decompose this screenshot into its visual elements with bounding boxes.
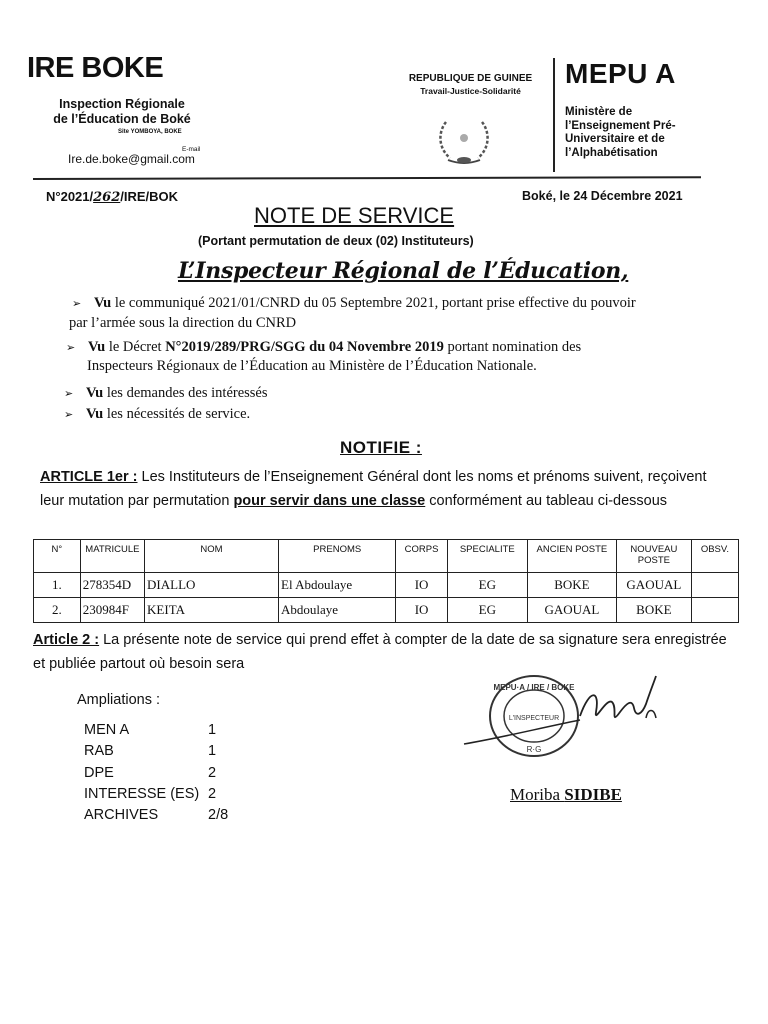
republic-title: REPUBLIQUE DE GUINEE — [408, 73, 533, 84]
ampliation-count: 1 — [208, 722, 217, 738]
consideration-4: ➢ Vu les nécessités de service. — [64, 406, 251, 422]
cell-corps: IO — [396, 598, 447, 623]
email-label: E-mail — [182, 146, 201, 153]
mepua-title: MEPU A — [565, 58, 676, 89]
ampliation-name: INTERESSE (ES) — [84, 786, 200, 802]
reference-suffix: /IRE/BOK — [120, 189, 179, 204]
table-row — [34, 573, 739, 598]
cell-matricule: 278354D — [80, 573, 144, 598]
article-1-label: ARTICLE 1er : — [40, 469, 138, 485]
republic-motto: Travail-Justice-Solidarité — [420, 86, 521, 96]
ire-boke-title: IRE BOKE — [27, 52, 164, 84]
arrow-bullet-icon: ➢ — [66, 342, 76, 354]
email-address: Ire.de.boke@gmail.com — [68, 152, 195, 166]
cell-number: 2. — [34, 598, 81, 623]
inspection-name-line-2: de l’Éducation de Boké — [53, 112, 191, 126]
col-header: NOM — [145, 540, 279, 573]
reference-prefix: N°2021/ — [46, 189, 94, 204]
cell-specialite: EG — [447, 598, 527, 623]
signer-first-name: Moriba — [510, 785, 565, 804]
col-header: MATRICULE — [80, 540, 144, 573]
ministry-line-4: l’Alphabétisation — [565, 146, 658, 159]
col-header: NOUVEAU POSTE — [616, 540, 691, 573]
ampliation-count: 1 — [208, 743, 217, 759]
ampliation-name: ARCHIVES — [84, 807, 159, 823]
cell-number: 1. — [34, 573, 81, 598]
signer-last-name: SIDIBE — [564, 785, 622, 804]
ampliation-count: 2 — [208, 786, 217, 802]
cell-corps: IO — [396, 573, 447, 598]
col-header: ANCIEN POSTE — [527, 540, 616, 573]
table-header-row — [34, 540, 739, 573]
col-header: CORPS — [396, 540, 447, 573]
col-header: PRENOMS — [279, 540, 396, 573]
cell-ancien-poste: BOKE — [527, 573, 616, 598]
ampliation-count: 2 — [208, 765, 217, 781]
consideration-3: ➢ Vu les demandes des intéressés — [64, 385, 268, 401]
ampliation-name: MEN A — [84, 722, 130, 738]
header-divider — [553, 58, 555, 172]
ministry-line-3: Universitaire et de — [565, 133, 665, 145]
cell-obsv — [691, 598, 738, 623]
cell-ancien-poste: GAOUAL — [527, 598, 616, 623]
cell-prenoms: Abdoulaye — [279, 598, 396, 623]
cell-nouveau-poste: BOKE — [616, 598, 691, 623]
table-row — [34, 598, 739, 623]
inspection-name — [47, 97, 197, 127]
permutation-table — [33, 539, 739, 623]
ampliation-name: DPE — [84, 765, 114, 781]
cell-nom: DIALLO — [145, 573, 279, 598]
ministry-line-1: Ministère de — [565, 106, 633, 118]
svg-text:R·G: R·G — [526, 745, 542, 754]
ministry-name — [565, 106, 695, 160]
ministry-line-2: l’Enseignement Pré- — [565, 119, 676, 132]
ampliation-name: RAB — [84, 743, 114, 759]
col-header: OBSV. — [691, 540, 738, 573]
national-emblem-icon — [432, 112, 496, 168]
cell-matricule: 230984F — [80, 598, 144, 623]
reference-number — [46, 189, 178, 205]
article-2-label: Article 2 : — [33, 632, 100, 648]
document-date: Boké, le 24 Décembre 2021 — [522, 189, 683, 203]
arrow-bullet-icon: ➢ — [64, 388, 74, 400]
cell-obsv — [691, 573, 738, 598]
consideration-2: ➢ Vu le Décret N°2019/289/PRG/SGG du 04 Novembre 2019 portant nomination des — [66, 339, 582, 355]
svg-text:L'INSPECTEUR: L'INSPECTEUR — [508, 715, 560, 722]
col-header: N° — [34, 540, 81, 573]
consideration-1-cont: par l’armée sous la direction du CNRD — [69, 315, 297, 331]
signer-name — [510, 785, 622, 805]
cell-prenoms: El Abdoulaye — [279, 573, 396, 598]
ampliation-count: 2/8 — [208, 807, 229, 823]
ampliations-title: Ampliations : — [77, 692, 161, 708]
document-title: NOTE DE SERVICE — [254, 203, 455, 228]
arrow-bullet-icon: ➢ — [72, 298, 82, 310]
cell-nom: KEITA — [145, 598, 279, 623]
cell-specialite: EG — [447, 573, 527, 598]
inspection-name-line-1: Inspection Régionale — [59, 97, 185, 111]
signature-icon — [460, 668, 680, 758]
republic-heading — [398, 73, 543, 97]
article-2: Article 2 : La présente note de service qui prend effet à compter de la date de sa signature sera enregistrée et publiée partout où besoin sera — [33, 632, 727, 672]
reference-handwritten: 262 — [93, 190, 121, 205]
svg-text:MEPU·A / IRE / BOKE: MEPU·A / IRE / BOKE — [493, 683, 575, 692]
cell-nouveau-poste: GAOUAL — [616, 573, 691, 598]
document-subtitle: (Portant permutation de deux (02) Instituteurs) — [198, 234, 474, 248]
col-header: SPECIALITE — [447, 540, 527, 573]
notifie-heading: NOTIFIE : — [340, 438, 422, 457]
arrow-bullet-icon: ➢ — [64, 409, 74, 421]
article-1: ARTICLE 1er : Les Instituteurs de l’Enseignement Général dont les noms et prénoms suivent, reçoivent leur mutation par permutation pour servir dans une classe conformément au tableau ci-dessous — [40, 469, 707, 509]
consideration-2-cont: Inspecteurs Régionaux de l’Éducation au Ministère de l’Éducation Nationale. — [87, 358, 537, 374]
inspector-heading: L’Inspecteur Régional de l’Éducation, — [178, 258, 629, 284]
header-rule — [33, 176, 701, 179]
site-address: Site YOMBOYA, BOKE — [118, 129, 182, 135]
consideration-1: ➢ Vu le communiqué 2021/01/CNRD du 05 Septembre 2021, portant prise effective du pouvoir — [72, 295, 636, 311]
article-1-emphasis: pour servir dans une classe — [233, 493, 426, 509]
